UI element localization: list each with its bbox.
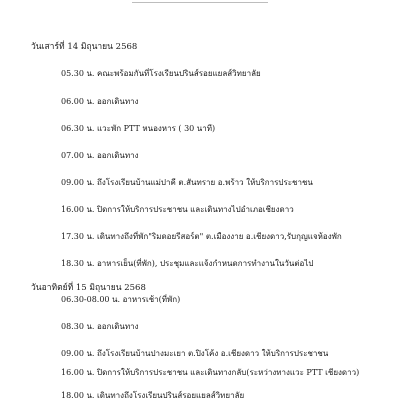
schedule-item: 16.00 น. ปิดการให้บริการประชาชน และเดินทางไปอำเภอเชียงดาว: [61, 205, 294, 214]
day-heading-sunday: วันอาทิตย์ที่ 15 มิถุนายน 2568: [31, 283, 146, 293]
schedule-item: 16.00 น. ปิดการให้บริการประชาชน และเดินทางกลับ(ระหว่างทางแวะ PTT เชียงดาว): [61, 368, 360, 377]
schedule-item: 17.30 น. เดินทางถึงที่พัก"ริมดอยรีสอร์ต" ต.เมืองงาย อ.เชียงดาว,รับกุญแจห้องพัก: [61, 232, 342, 241]
header-fragment: [132, 0, 268, 3]
schedule-item: 06.00 น. ออกเดินทาง: [61, 97, 139, 106]
schedule-item: 09.00 น. ถึงโรงเรียนบ้านแม่ปาคี ต.สันทราย อ.พร้าว ให้บริการประชาชน: [61, 178, 313, 187]
schedule-item: 06.30 น. แวะพัก PTT หนองหาร ( 30 นาที): [61, 124, 216, 133]
day-heading-saturday: วันเสาร์ที่ 14 มิถุนายน 2568: [31, 42, 138, 52]
schedule-item: 18.30 น. อาหารเย็น(ที่พัก), ประชุมและแจ้งกำหนดการทำงานในวันต่อไป: [61, 259, 314, 268]
schedule-item: 18.00 น. เดินทางถึงโรงเรียนปรินส์รอยแยลส์วิทยาลัย: [61, 391, 245, 400]
schedule-item: 07.00 น. ออกเดินทาง: [61, 151, 139, 160]
schedule-item: 09.00 น. ถึงโรงเรียนบ้านปางมะเยา ต.ปิงโค้ง อ.เชียงดาว ให้บริการประชาชน: [61, 349, 329, 358]
schedule-item: 08.30 น. ออกเดินทาง: [61, 322, 139, 331]
schedule-item: 06.30-08.00 น. อาหารเช้า(ที่พัก): [61, 295, 181, 304]
schedule-item: 05.30 น. คณะพร้อมกันที่โรงเรียนปรินส์รอยแยลส์วิทยาลัย: [61, 69, 261, 78]
